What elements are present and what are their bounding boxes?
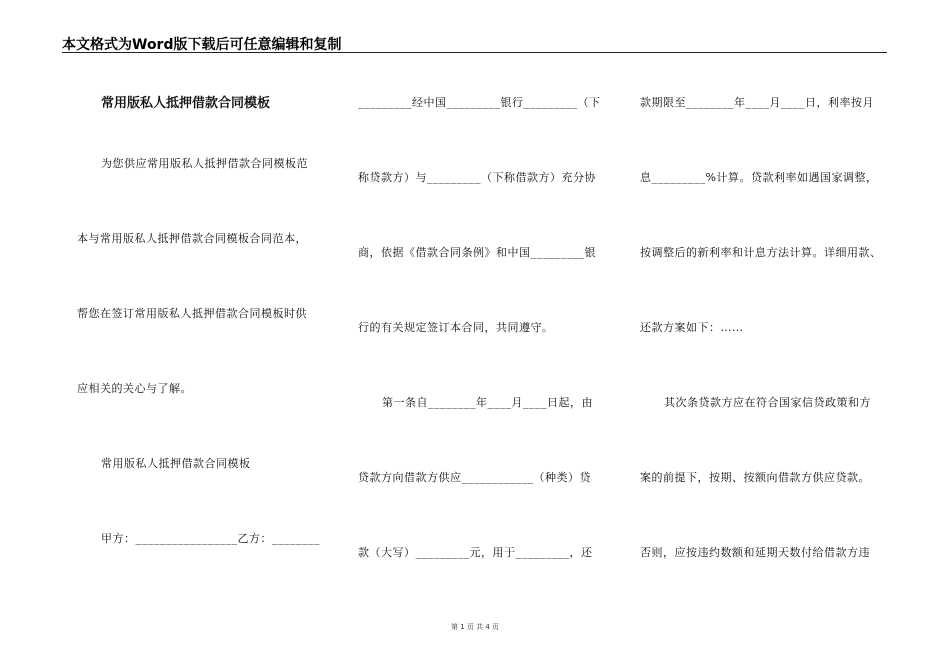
page-header-title: 本文格式为Word版下载后可任意编辑和复制 bbox=[62, 37, 342, 53]
right-line-3: 按调整后的新利率和计息方法计算。详细用款、 bbox=[640, 246, 882, 259]
left-line-4: 应相关的关心与了解。 bbox=[77, 382, 192, 395]
left-line-6: 甲方：_________________乙方：________ bbox=[101, 532, 320, 545]
left-column bbox=[0, 0, 330, 620]
right-line-2: 息_________%计算。贷款利率如遇国家调整， bbox=[640, 171, 878, 184]
middle-line-4: 行的有关规定签订本合同，共同遵守。 bbox=[358, 321, 554, 334]
right-line-4: 还款方案如下：…… bbox=[640, 321, 744, 334]
left-line-3: 帮您在签订常用版私人抵押借款合同模板时供 bbox=[77, 307, 307, 320]
right-line-5: 其次条贷款方应在符合国家信贷政策和方 bbox=[664, 396, 871, 409]
middle-line-1: _________经中国_________银行_________（下 bbox=[358, 96, 601, 109]
middle-line-2: 称贷款方）与_________（下称借款方）充分协 bbox=[358, 171, 596, 184]
middle-column bbox=[350, 0, 620, 620]
right-line-6: 案的前提下，按期、按额向借款方供应贷款。 bbox=[640, 471, 870, 484]
left-line-1: 为您供应常用版私人抵押借款合同模板范 bbox=[101, 157, 308, 170]
right-line-7: 否则，应按违约数额和延期天数付给借款方违 bbox=[640, 546, 870, 559]
document-title: 常用版私人抵押借款合同模板 bbox=[101, 96, 271, 111]
left-line-2: 本与常用版私人抵押借款合同模板合同范本， bbox=[77, 232, 307, 245]
middle-line-7: 款（大写）_________元，用于_________，还 bbox=[358, 546, 593, 559]
middle-line-5: 第一条自________年____月____日起，由 bbox=[382, 396, 593, 409]
left-line-5: 常用版私人抵押借款合同模板 bbox=[101, 457, 251, 470]
right-line-1: 款期限至________年____月____日，利率按月 bbox=[640, 96, 874, 109]
middle-line-3: 商，依据《借款合同条例》和中国_________银 bbox=[358, 246, 596, 259]
middle-line-6: 贷款方向借款方供应____________（种类）贷 bbox=[358, 471, 591, 484]
right-column bbox=[632, 0, 902, 620]
page-number-footer: 第 1 页 共 4 页 bbox=[450, 623, 500, 631]
